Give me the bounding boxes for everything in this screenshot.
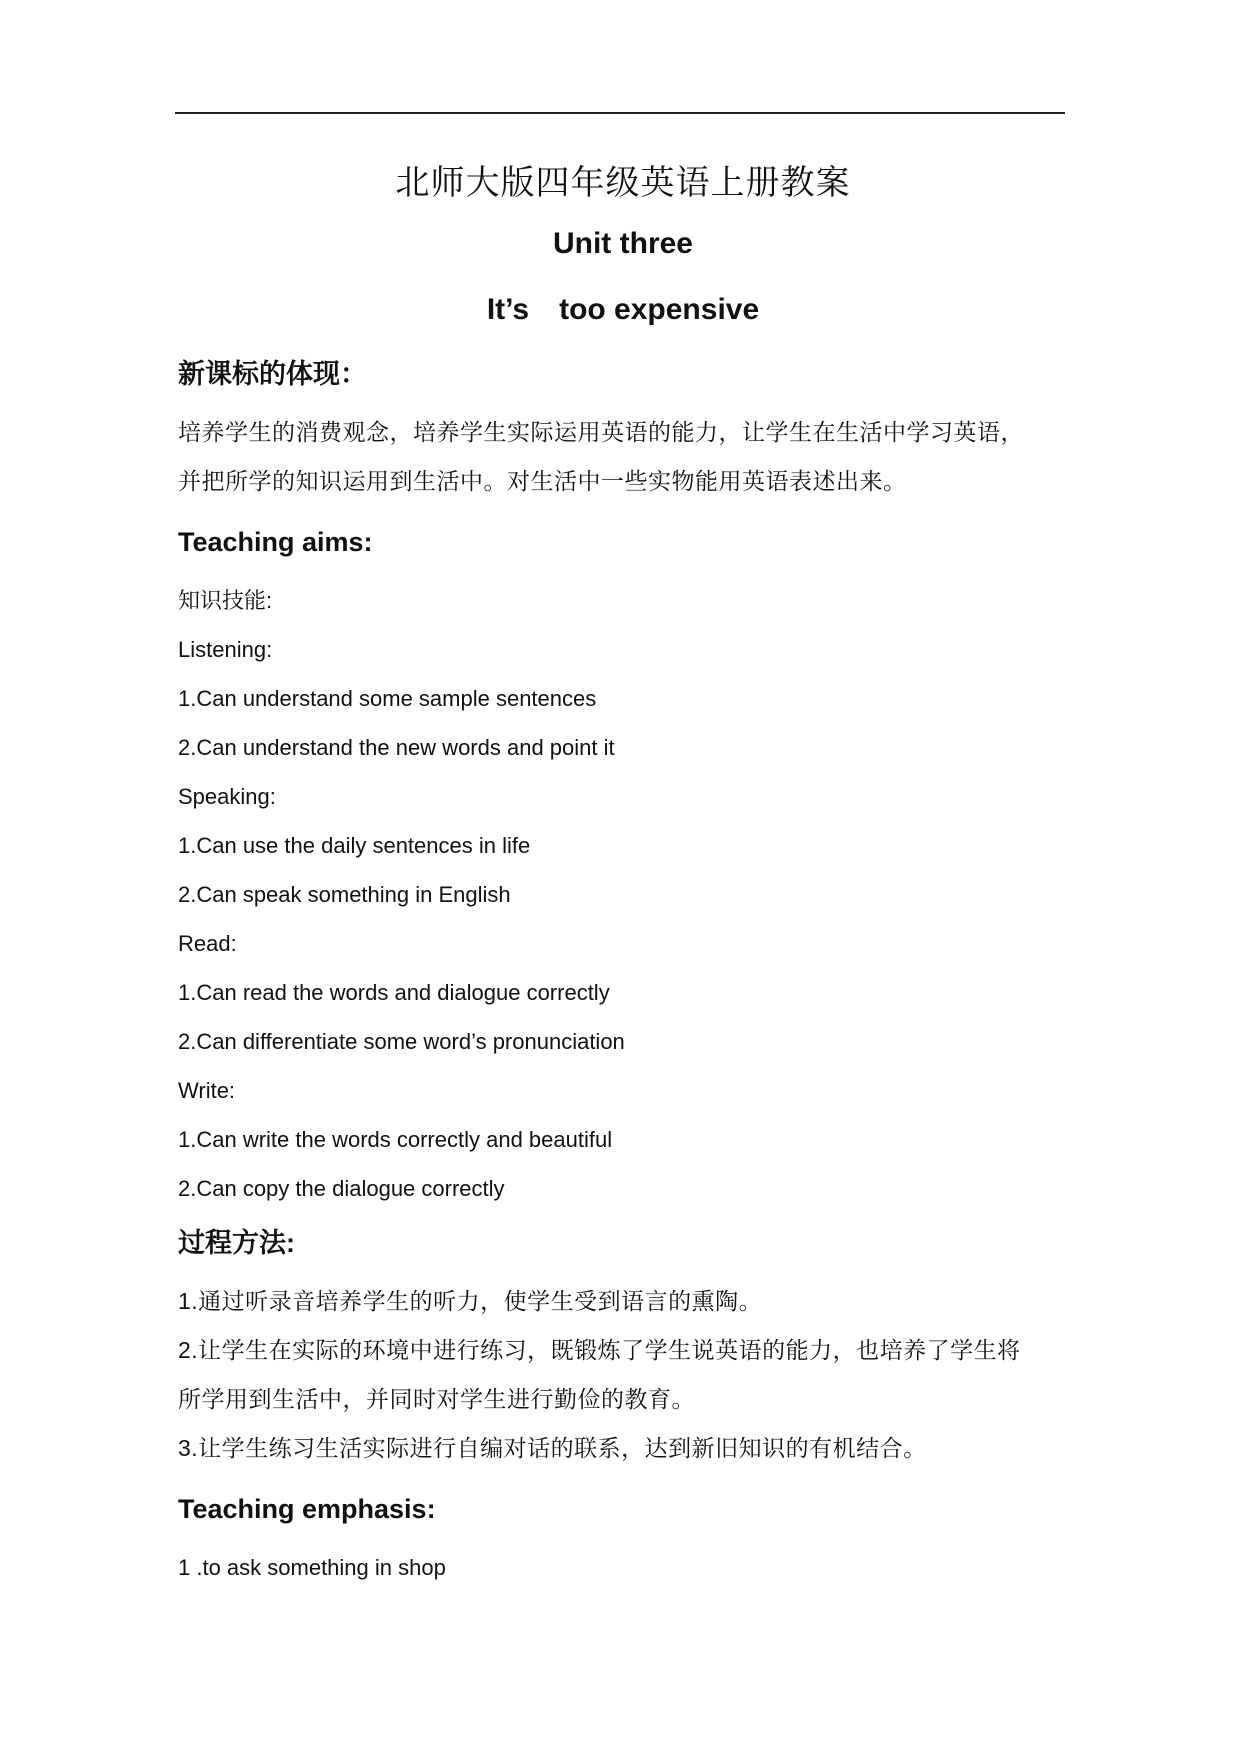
teaching-aims-heading: Teaching aims: — [178, 527, 373, 557]
process-item-2-line-1: 2.让学生在实际的环境中进行练习，既锻炼了学生说英语的能力，也培养了学生将 — [178, 1337, 1021, 1363]
speaking-item: 1.Can use the daily sentences in life — [178, 833, 531, 858]
curriculum-paragraph-line-1: 培养学生的消费观念，培养学生实际运用英语的能力，让学生在生活中学习英语， — [178, 419, 1024, 445]
process-method-heading: 过程方法: — [178, 1228, 295, 1258]
write-item: 2.Can copy the dialogue correctly — [178, 1176, 505, 1201]
process-item-3: 3.让学生练习生活实际进行自编对话的联系，达到新旧知识的有机结合。 — [178, 1435, 927, 1461]
write-item: 1.Can write the words correctly and beautiful — [178, 1127, 613, 1152]
read-label: Read: — [178, 931, 237, 956]
process-item-1: 1.通过听录音培养学生的听力，使学生受到语言的熏陶。 — [178, 1288, 763, 1314]
listening-item: 1.Can understand some sample sentences — [178, 686, 597, 711]
teaching-emphasis-heading: Teaching emphasis: — [178, 1494, 436, 1524]
lesson-title: It’s too expensive — [486, 293, 760, 326]
curriculum-heading: 新课标的体现： — [178, 359, 367, 389]
unit-title: Unit three — [552, 227, 693, 260]
read-item: 2.Can differentiate some word’s pronunciation — [178, 1029, 625, 1054]
listening-label: Listening: — [178, 637, 273, 662]
listening-item: 2.Can understand the new words and point it — [178, 735, 615, 760]
write-label: Write: — [178, 1078, 236, 1103]
speaking-item: 2.Can speak something in English — [178, 882, 511, 907]
document-body — [178, 158, 1068, 1592]
emphasis-item-1: 1 .to ask something in shop — [178, 1555, 446, 1580]
process-item-2-line-2: 所学用到生活中，并同时对学生进行勤俭的教育。 — [178, 1386, 695, 1412]
curriculum-paragraph-line-2: 并把所学的知识运用到生活中。对生活中一些实物能用英语表述出来。 — [178, 468, 907, 494]
knowledge-skills-label: 知识技能: — [178, 588, 273, 613]
speaking-label: Speaking: — [178, 784, 276, 809]
header-rule — [175, 112, 1065, 114]
document-title: 北师大版四年级英语上册教案 — [395, 164, 851, 202]
read-item: 1.Can read the words and dialogue correctly — [178, 980, 610, 1005]
